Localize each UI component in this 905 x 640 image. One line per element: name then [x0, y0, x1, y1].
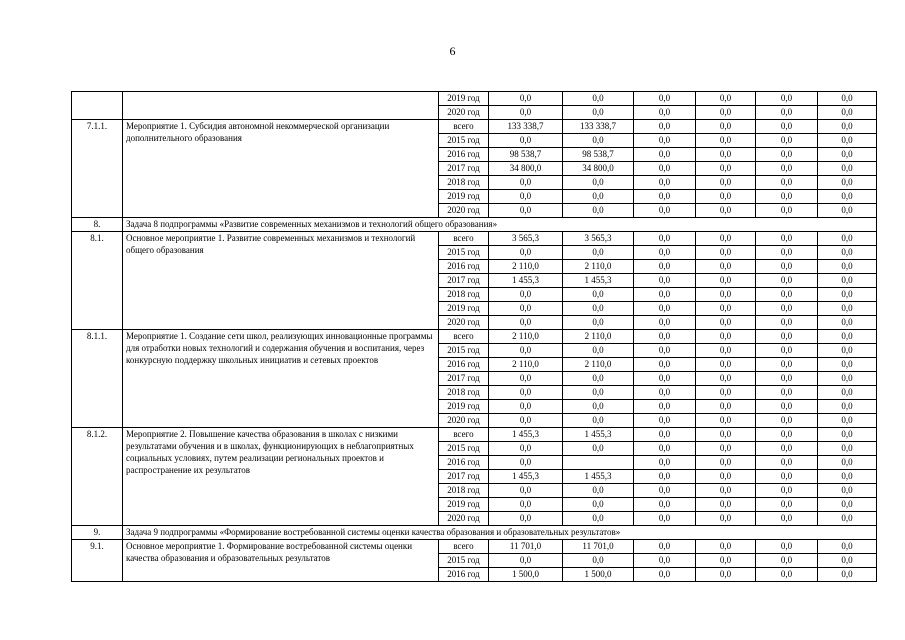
value-cell: 0,0	[696, 400, 756, 414]
value-cell: 0,0	[818, 260, 877, 274]
value-cell: 0,0	[634, 134, 696, 148]
value-cell: 0,0	[818, 316, 877, 330]
value-cell: 0,0	[696, 330, 756, 344]
value-cell: 0,0	[634, 428, 696, 442]
row-name: Мероприятие 1. Субсидия автономной некоммерческой организации дополнительного образования	[123, 120, 439, 218]
year-cell: 2017 год	[439, 162, 489, 176]
value-cell: 0,0	[818, 372, 877, 386]
value-cell: 0,0	[818, 540, 877, 554]
value-cell: 0,0	[696, 428, 756, 442]
year-cell: всего	[439, 540, 489, 554]
value-cell: 0,0	[634, 330, 696, 344]
value-cell: 0,0	[563, 372, 634, 386]
value-cell: 1 455,3	[563, 470, 634, 484]
value-cell: 0,0	[489, 442, 563, 456]
value-cell: 0,0	[634, 358, 696, 372]
value-cell: 0,0	[634, 176, 696, 190]
value-cell: 0,0	[634, 540, 696, 554]
value-cell: 0,0	[818, 568, 877, 582]
value-cell: 0,0	[818, 512, 877, 526]
value-cell: 0,0	[818, 232, 877, 246]
value-cell: 0,0	[563, 498, 634, 512]
value-cell: 0,0	[634, 554, 696, 568]
value-cell: 0,0	[696, 512, 756, 526]
value-cell: 0,0	[818, 456, 877, 470]
value-cell: 0,0	[489, 484, 563, 498]
value-cell: 0,0	[756, 470, 818, 484]
value-cell: 0,0	[563, 246, 634, 260]
value-cell: 0,0	[563, 302, 634, 316]
table-row	[72, 232, 877, 246]
task-row	[72, 218, 877, 232]
year-cell: 2017 год	[439, 372, 489, 386]
value-cell: 0,0	[696, 568, 756, 582]
page-number: 6	[449, 44, 456, 58]
value-cell: 0,0	[696, 386, 756, 400]
row-code	[72, 92, 123, 120]
value-cell: 0,0	[696, 148, 756, 162]
value-cell: 0,0	[818, 288, 877, 302]
row-name: Основное мероприятие 1. Развитие современных механизмов и технологий общего образования	[123, 232, 439, 330]
year-cell: 2017 год	[439, 470, 489, 484]
value-cell: 0,0	[756, 442, 818, 456]
year-cell: 2020 год	[439, 204, 489, 218]
value-cell: 0,0	[489, 190, 563, 204]
value-cell: 0,0	[756, 540, 818, 554]
table-row	[72, 120, 877, 134]
value-cell: 0,0	[634, 232, 696, 246]
value-cell: 0,0	[756, 498, 818, 512]
value-cell: 0,0	[756, 232, 818, 246]
value-cell: 0,0	[634, 204, 696, 218]
value-cell: 3 565,3	[563, 232, 634, 246]
value-cell: 0,0	[696, 288, 756, 302]
value-cell: 133 338,7	[563, 120, 634, 134]
value-cell: 0,0	[634, 288, 696, 302]
value-cell: 0,0	[696, 498, 756, 512]
value-cell: 0,0	[818, 358, 877, 372]
value-cell: 2 110,0	[489, 330, 563, 344]
value-cell: 0,0	[818, 246, 877, 260]
value-cell: 0,0	[563, 400, 634, 414]
value-cell: 0,0	[563, 554, 634, 568]
value-cell: 0,0	[756, 106, 818, 120]
year-cell: 2015 год	[439, 442, 489, 456]
value-cell: 11 701,0	[489, 540, 563, 554]
value-cell: 0,0	[563, 344, 634, 358]
row-name	[123, 92, 439, 120]
value-cell: 1 455,3	[489, 274, 563, 288]
value-cell: 0,0	[756, 386, 818, 400]
value-cell: 0,0	[756, 134, 818, 148]
value-cell: 0,0	[756, 554, 818, 568]
value-cell: 0,0	[489, 302, 563, 316]
row-code: 9.1.	[72, 540, 123, 582]
value-cell: 0,0	[818, 162, 877, 176]
value-cell: 0,0	[696, 302, 756, 316]
value-cell: 0,0	[489, 134, 563, 148]
value-cell: 0,0	[563, 512, 634, 526]
value-cell: 0,0	[818, 470, 877, 484]
value-cell: 0,0	[563, 414, 634, 428]
year-cell: 2019 год	[439, 190, 489, 204]
value-cell: 0,0	[563, 106, 634, 120]
value-cell: 0,0	[634, 246, 696, 260]
value-cell: 0,0	[696, 190, 756, 204]
value-cell: 0,0	[818, 134, 877, 148]
value-cell: 0,0	[489, 456, 563, 470]
value-cell: 0,0	[696, 162, 756, 176]
value-cell: 0,0	[756, 330, 818, 344]
value-cell: 0,0	[489, 176, 563, 190]
value-cell: 0,0	[818, 498, 877, 512]
value-cell: 0,0	[756, 260, 818, 274]
value-cell: 0,0	[756, 400, 818, 414]
value-cell: 0,0	[696, 414, 756, 428]
value-cell: 0,0	[696, 316, 756, 330]
year-cell: 2020 год	[439, 316, 489, 330]
value-cell: 1 455,3	[489, 428, 563, 442]
value-cell: 0,0	[489, 554, 563, 568]
year-cell: 2020 год	[439, 414, 489, 428]
value-cell: 0,0	[696, 456, 756, 470]
year-cell: 2015 год	[439, 554, 489, 568]
value-cell: 0,0	[489, 288, 563, 302]
value-cell: 0,0	[696, 274, 756, 288]
value-cell: 0,0	[818, 400, 877, 414]
task-title: Задача 9 подпрограммы «Формирование востребованной системы оценки качества образования и образовательных результатов»	[123, 526, 877, 540]
value-cell: 1 455,3	[563, 274, 634, 288]
year-cell: 2019 год	[439, 302, 489, 316]
row-code: 9.	[72, 526, 123, 540]
value-cell: 0,0	[563, 92, 634, 106]
row-code: 8.1.1.	[72, 330, 123, 428]
year-cell: 2019 год	[439, 92, 489, 106]
year-cell: 2017 год	[439, 274, 489, 288]
value-cell: 0,0	[489, 414, 563, 428]
value-cell: 0,0	[818, 190, 877, 204]
value-cell: 0,0	[634, 260, 696, 274]
value-cell: 0,0	[818, 302, 877, 316]
year-cell: 2016 год	[439, 456, 489, 470]
value-cell: 0,0	[818, 414, 877, 428]
year-cell: всего	[439, 428, 489, 442]
year-cell: 2018 год	[439, 484, 489, 498]
value-cell: 0,0	[818, 176, 877, 190]
year-cell: всего	[439, 232, 489, 246]
value-cell: 0,0	[756, 246, 818, 260]
value-cell: 0,0	[818, 344, 877, 358]
value-cell: 0,0	[489, 92, 563, 106]
value-cell: 0,0	[756, 344, 818, 358]
value-cell: 2 110,0	[563, 330, 634, 344]
year-cell: 2020 год	[439, 512, 489, 526]
value-cell: 0,0	[756, 568, 818, 582]
value-cell: 0,0	[696, 176, 756, 190]
year-cell: 2015 год	[439, 344, 489, 358]
value-cell: 1 455,3	[489, 470, 563, 484]
value-cell: 0,0	[696, 120, 756, 134]
value-cell: 0,0	[756, 316, 818, 330]
year-cell: всего	[439, 120, 489, 134]
value-cell: 0,0	[634, 274, 696, 288]
value-cell: 0,0	[634, 414, 696, 428]
value-cell: 0,0	[696, 134, 756, 148]
value-cell: 0,0	[756, 428, 818, 442]
value-cell: 0,0	[634, 316, 696, 330]
value-cell: 0,0	[634, 400, 696, 414]
value-cell: 0,0	[756, 372, 818, 386]
value-cell: 0,0	[696, 372, 756, 386]
value-cell: 0,0	[818, 148, 877, 162]
value-cell: 0,0	[818, 106, 877, 120]
value-cell: 0,0	[818, 92, 877, 106]
value-cell: 0,0	[818, 554, 877, 568]
row-code: 8.	[72, 218, 123, 232]
value-cell: 0,0	[756, 120, 818, 134]
value-cell: 0,0	[818, 442, 877, 456]
value-cell: 0,0	[634, 442, 696, 456]
value-cell: 0,0	[696, 554, 756, 568]
table-row	[72, 540, 877, 554]
value-cell: 0,0	[563, 190, 634, 204]
value-cell: 0,0	[489, 316, 563, 330]
value-cell: 2 110,0	[563, 358, 634, 372]
value-cell: 1 500,0	[563, 568, 634, 582]
value-cell: 0,0	[634, 120, 696, 134]
year-cell: 2019 год	[439, 400, 489, 414]
value-cell: 0,0	[756, 190, 818, 204]
value-cell: 11 701,0	[563, 540, 634, 554]
row-name: Мероприятие 1. Создание сети школ, реализующих инновационные программы для отработки новых технологий и содержания обучения и воспитания, через конкурсную поддержку школьных инициатив и сетевых проектов	[123, 330, 439, 428]
value-cell: 34 800,0	[563, 162, 634, 176]
value-cell: 0,0	[756, 288, 818, 302]
value-cell: 0,0	[756, 204, 818, 218]
value-cell: 2 110,0	[563, 260, 634, 274]
value-cell: 0,0	[696, 442, 756, 456]
value-cell: 0,0	[756, 512, 818, 526]
value-cell: 133 338,7	[489, 120, 563, 134]
value-cell: 0,0	[634, 386, 696, 400]
value-cell: 0,0	[489, 400, 563, 414]
value-cell: 0,0	[818, 428, 877, 442]
value-cell: 0,0	[818, 120, 877, 134]
value-cell: 98 538,7	[563, 148, 634, 162]
row-code: 8.1.	[72, 232, 123, 330]
budget-table	[71, 91, 877, 582]
table-row	[72, 92, 877, 106]
value-cell: 0,0	[756, 358, 818, 372]
task-row	[72, 526, 877, 540]
value-cell: 0,0	[563, 386, 634, 400]
value-cell: 0,0	[696, 344, 756, 358]
value-cell: 0,0	[563, 176, 634, 190]
value-cell: 0,0	[818, 484, 877, 498]
value-cell: 0,0	[489, 372, 563, 386]
value-cell: 0,0	[756, 456, 818, 470]
value-cell: 0,0	[634, 484, 696, 498]
table-row	[72, 330, 877, 344]
value-cell: 0,0	[634, 190, 696, 204]
value-cell: 0,0	[634, 512, 696, 526]
year-cell: 2018 год	[439, 288, 489, 302]
value-cell: 0,0	[756, 274, 818, 288]
value-cell: 0,0	[696, 470, 756, 484]
value-cell: 2 110,0	[489, 358, 563, 372]
value-cell: 0,0	[696, 232, 756, 246]
value-cell: 0,0	[696, 106, 756, 120]
year-cell: 2020 год	[439, 106, 489, 120]
value-cell: 1 455,3	[563, 428, 634, 442]
value-cell: 2 110,0	[489, 260, 563, 274]
value-cell: 0,0	[563, 134, 634, 148]
row-code: 7.1.1.	[72, 120, 123, 218]
value-cell: 0,0	[634, 162, 696, 176]
value-cell: 0,0	[634, 148, 696, 162]
value-cell: 34 800,0	[489, 162, 563, 176]
row-code: 8.1.2.	[72, 428, 123, 526]
value-cell: 0,0	[756, 414, 818, 428]
year-cell: 2016 год	[439, 568, 489, 582]
year-cell: всего	[439, 330, 489, 344]
value-cell: 0,0	[696, 484, 756, 498]
value-cell: 1 500,0	[489, 568, 563, 582]
row-name: Основное мероприятие 1. Формирование востребованной системы оценки качества образования и образовательных результатов	[123, 540, 439, 582]
value-cell: 0,0	[634, 92, 696, 106]
value-cell: 0,0	[634, 372, 696, 386]
value-cell: 0,0	[818, 386, 877, 400]
table-row	[72, 428, 877, 442]
year-cell: 2016 год	[439, 358, 489, 372]
task-title: Задача 8 подпрограммы «Развитие современных механизмов и технологий общего образования»	[123, 218, 877, 232]
value-cell: 0,0	[563, 442, 634, 456]
value-cell: 0,0	[818, 274, 877, 288]
value-cell: 0,0	[563, 204, 634, 218]
value-cell: 0,0	[489, 204, 563, 218]
value-cell: 0,0	[489, 386, 563, 400]
year-cell: 2019 год	[439, 498, 489, 512]
value-cell: 0,0	[818, 330, 877, 344]
value-cell: 0,0	[563, 288, 634, 302]
year-cell: 2016 год	[439, 148, 489, 162]
year-cell: 2015 год	[439, 134, 489, 148]
value-cell: 0,0	[756, 162, 818, 176]
value-cell: 0,0	[489, 498, 563, 512]
year-cell: 2015 год	[439, 246, 489, 260]
value-cell: 0,0	[696, 246, 756, 260]
value-cell: 0,0	[756, 302, 818, 316]
year-cell: 2016 год	[439, 260, 489, 274]
value-cell: 0,0	[634, 568, 696, 582]
value-cell: 0,0	[634, 456, 696, 470]
value-cell: 0,0	[756, 484, 818, 498]
value-cell: 0,0	[634, 470, 696, 484]
value-cell: 0,0	[563, 316, 634, 330]
value-cell: 0,0	[634, 344, 696, 358]
year-cell: 2018 год	[439, 176, 489, 190]
value-cell: 0,0	[696, 358, 756, 372]
row-name: Мероприятие 2. Повышение качества образования в школах с низкими результатами обучения и в школах, функционирующих в неблагоприятных социальных условиях, путем реализации региональных проектов и распространение их результатов	[123, 428, 439, 526]
value-cell: 0,0	[563, 484, 634, 498]
value-cell: 3 565,3	[489, 232, 563, 246]
value-cell: 0,0	[489, 344, 563, 358]
value-cell: 0,0	[696, 540, 756, 554]
value-cell: 0,0	[634, 302, 696, 316]
value-cell: 0,0	[818, 204, 877, 218]
value-cell: 0,0	[489, 512, 563, 526]
value-cell: 0,0	[634, 498, 696, 512]
value-cell: 0,0	[756, 92, 818, 106]
value-cell: 0,0	[489, 106, 563, 120]
value-cell: 0,0	[696, 204, 756, 218]
value-cell: 0,0	[756, 148, 818, 162]
value-cell: 0,0	[756, 176, 818, 190]
value-cell: 0,0	[696, 92, 756, 106]
value-cell: 0,0	[696, 260, 756, 274]
year-cell: 2018 год	[439, 386, 489, 400]
value-cell: 0,0	[489, 246, 563, 260]
value-cell: 98 538,7	[489, 148, 563, 162]
value-cell: 0,0	[634, 106, 696, 120]
value-cell	[563, 456, 634, 470]
